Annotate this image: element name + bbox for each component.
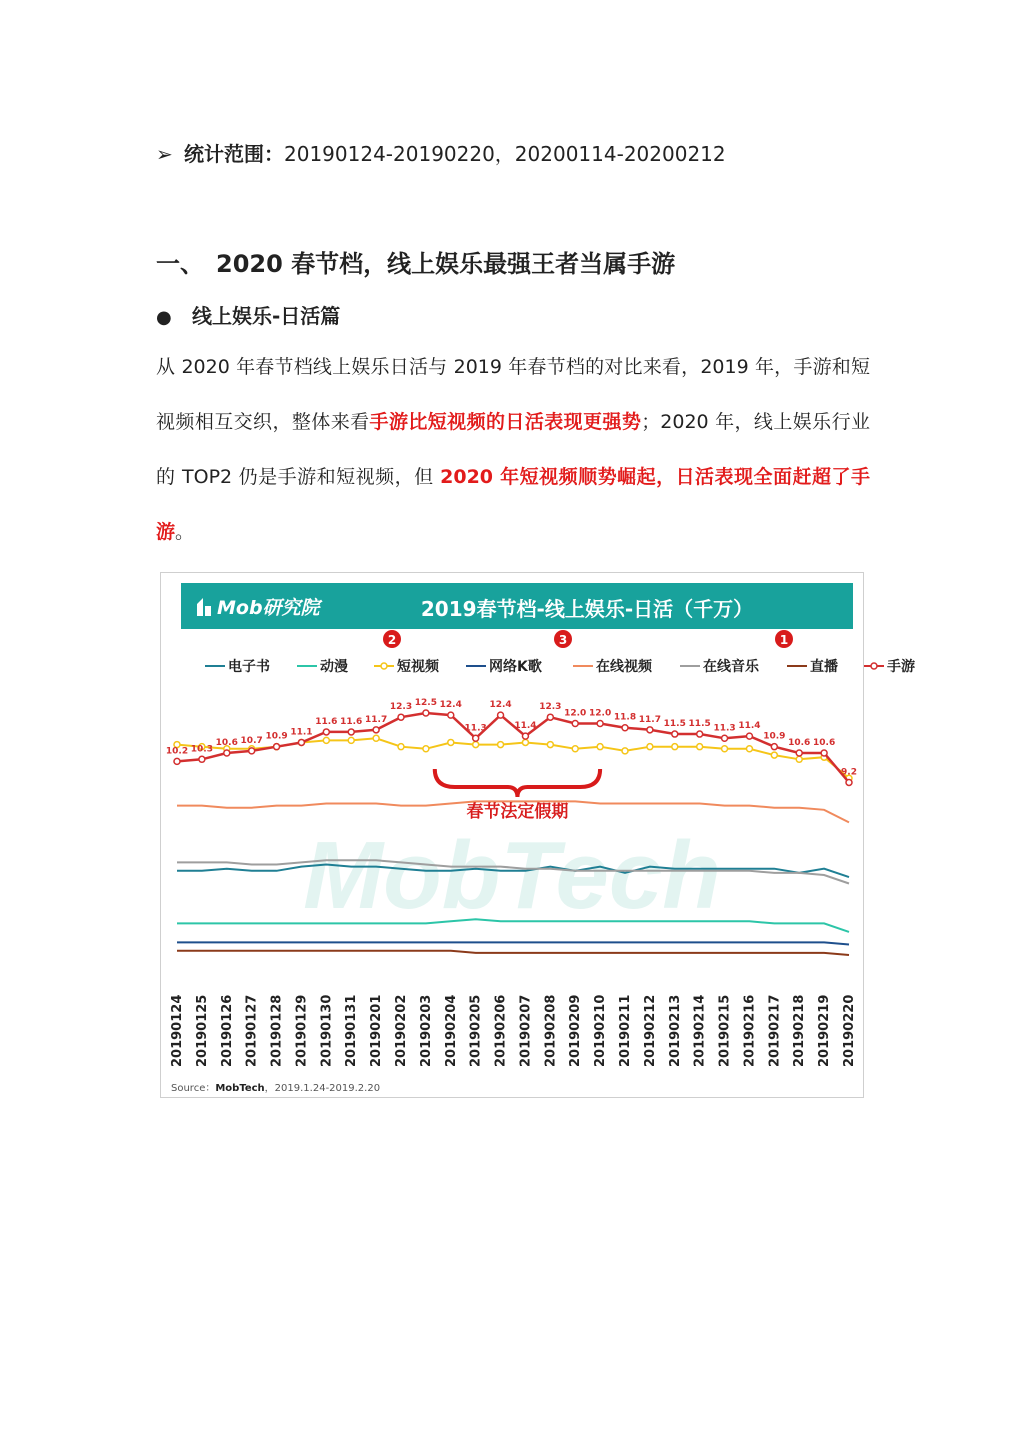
series-point bbox=[572, 721, 578, 727]
paragraph-highlight-1: 手游比短视频的日活表现更强势 bbox=[369, 411, 642, 433]
series-point bbox=[672, 744, 678, 750]
data-label: 11.7 bbox=[365, 714, 388, 725]
x-tick-label: 20190220 bbox=[842, 994, 857, 1067]
data-label: 11.1 bbox=[290, 727, 313, 738]
rank-marker-number: 2 bbox=[387, 633, 397, 647]
data-label: 10.6 bbox=[813, 737, 836, 748]
series-point bbox=[722, 746, 728, 752]
section-title: 2020 春节档，线上娱乐最强王者当属手游 bbox=[216, 250, 676, 278]
data-label: 11.4 bbox=[514, 721, 537, 732]
rank-marker-number: 3 bbox=[558, 633, 568, 647]
data-label: 11.5 bbox=[663, 719, 686, 730]
x-tick-label: 20190130 bbox=[319, 994, 335, 1067]
series-point bbox=[373, 727, 379, 733]
data-label: 10.6 bbox=[215, 737, 238, 748]
series-point bbox=[796, 756, 802, 762]
data-label: 10.7 bbox=[240, 735, 263, 746]
series-point bbox=[597, 721, 603, 727]
series-point bbox=[697, 744, 703, 750]
legend-label: 电子书 bbox=[228, 659, 270, 675]
data-label: 12.4 bbox=[439, 700, 462, 711]
legend-label: 网络K歌 bbox=[489, 659, 542, 675]
legend-marker bbox=[871, 663, 877, 669]
x-tick-label: 20190204 bbox=[443, 994, 459, 1067]
chart-canvas bbox=[161, 573, 915, 1097]
rank-marker-number: 1 bbox=[779, 633, 789, 647]
x-tick-label: 20190209 bbox=[568, 994, 584, 1067]
x-tick-label: 20190207 bbox=[518, 994, 534, 1067]
series-point bbox=[672, 731, 678, 737]
series-point bbox=[323, 737, 329, 743]
series-point bbox=[846, 779, 852, 785]
series-point bbox=[522, 739, 528, 745]
data-label: 12.0 bbox=[589, 708, 612, 719]
data-label: 10.2 bbox=[165, 746, 189, 757]
data-label: 10.9 bbox=[763, 731, 786, 742]
section-number: 一、 bbox=[156, 250, 204, 278]
x-tick-label: 20190211 bbox=[618, 994, 633, 1067]
series-point bbox=[547, 714, 553, 720]
series-point bbox=[746, 733, 752, 739]
series-point bbox=[249, 748, 255, 754]
x-tick-label: 20190124 bbox=[170, 994, 185, 1067]
x-tick-label: 20190210 bbox=[593, 994, 609, 1067]
series-point bbox=[274, 744, 280, 750]
data-label: 11.8 bbox=[613, 712, 637, 723]
data-label: 10.6 bbox=[788, 737, 811, 748]
legend-marker bbox=[381, 663, 387, 669]
paragraph-text-3: 。 bbox=[175, 521, 195, 543]
series-point bbox=[473, 735, 479, 741]
series-point bbox=[423, 710, 429, 716]
logo-text: Mob研究院 bbox=[217, 597, 320, 619]
series-point bbox=[522, 733, 528, 739]
x-tick-label: 20190126 bbox=[219, 994, 235, 1067]
series-line bbox=[177, 942, 849, 944]
series-point bbox=[647, 744, 653, 750]
data-label: 11.3 bbox=[464, 723, 487, 734]
x-tick-label: 20190216 bbox=[742, 994, 758, 1067]
legend-label: 在线音乐 bbox=[703, 659, 759, 675]
x-tick-label: 20190125 bbox=[194, 994, 210, 1067]
paragraph-text-2: ；2020 年，线上娱乐行业的 TOP2 仍是手游和短视频，但 bbox=[156, 411, 870, 488]
chart-figure bbox=[160, 572, 915, 1098]
series-point bbox=[722, 735, 728, 741]
holiday-label: 春节法定假期 bbox=[466, 802, 569, 822]
x-tick-label: 20190203 bbox=[418, 994, 434, 1067]
chart-source bbox=[171, 1079, 380, 1094]
data-label: 11.5 bbox=[688, 719, 711, 730]
legend-label: 短视频 bbox=[397, 659, 439, 675]
arrow-bullet-icon: ➢ bbox=[156, 142, 173, 166]
data-label: 10.9 bbox=[265, 731, 288, 742]
x-tick-label: 20190214 bbox=[692, 994, 708, 1067]
data-label: 11.6 bbox=[340, 716, 363, 727]
x-tick-label: 20190213 bbox=[667, 994, 683, 1067]
paragraph-text-1: 从 2020 年春节档线上娱乐日活与 2019 年春节档的对比来看，2019 年，手游和短视频相互交织，整体来看 bbox=[156, 356, 870, 433]
series-point bbox=[796, 750, 802, 756]
x-tick-label: 20190128 bbox=[269, 994, 285, 1067]
body-paragraph bbox=[156, 340, 870, 560]
x-tick-label: 20190217 bbox=[767, 994, 783, 1067]
data-label: 11.7 bbox=[638, 714, 661, 725]
series-point bbox=[547, 742, 553, 748]
series-point bbox=[348, 737, 354, 743]
x-tick-label: 20190127 bbox=[244, 994, 260, 1067]
series-point bbox=[348, 729, 354, 735]
x-tick-label: 20190206 bbox=[493, 994, 509, 1067]
series-point bbox=[647, 727, 653, 733]
series-point bbox=[224, 750, 230, 756]
series-point bbox=[199, 756, 205, 762]
series-point bbox=[498, 742, 504, 748]
x-tick-label: 20190215 bbox=[717, 994, 733, 1067]
bullet-icon: ● bbox=[156, 307, 172, 328]
data-label: 12.5 bbox=[414, 698, 437, 708]
data-label: 11.4 bbox=[738, 721, 761, 732]
series-point bbox=[298, 739, 304, 745]
series-point bbox=[423, 746, 429, 752]
series-point bbox=[448, 712, 454, 718]
holiday-brace bbox=[435, 769, 600, 797]
x-tick-label: 20190219 bbox=[817, 994, 833, 1067]
x-tick-label: 20190131 bbox=[344, 994, 360, 1067]
series-point bbox=[597, 744, 603, 750]
watermark-text: MobTech bbox=[303, 822, 721, 929]
data-label: 12.4 bbox=[489, 700, 512, 711]
data-label: 9.2 bbox=[841, 767, 857, 778]
series-point bbox=[398, 744, 404, 750]
series-point bbox=[771, 752, 777, 758]
legend-label: 直播 bbox=[810, 659, 838, 675]
data-label: 10.3 bbox=[190, 744, 213, 755]
series-point bbox=[572, 746, 578, 752]
series-point bbox=[498, 712, 504, 718]
data-label: 12.3 bbox=[539, 702, 562, 713]
series-point bbox=[622, 725, 628, 731]
x-tick-label: 20190202 bbox=[394, 994, 409, 1067]
source-label: Source： bbox=[171, 1083, 216, 1094]
series-point bbox=[323, 729, 329, 735]
series-line bbox=[177, 951, 849, 955]
series-point bbox=[398, 714, 404, 720]
series-point bbox=[821, 750, 827, 756]
subsection-title: 线上娱乐-日活篇 bbox=[192, 304, 341, 328]
series-point bbox=[697, 731, 703, 737]
data-label: 12.0 bbox=[564, 708, 587, 719]
series-point bbox=[746, 746, 752, 752]
x-tick-label: 20190212 bbox=[642, 994, 658, 1067]
legend-label: 在线视频 bbox=[596, 659, 652, 675]
x-tick-label: 20190208 bbox=[543, 994, 559, 1067]
x-tick-label: 20190218 bbox=[792, 994, 808, 1067]
scope-label: 统计范围： bbox=[184, 142, 284, 166]
paragraph-highlight-2: 2020 年短视频顺势崛起，日活表现全面赶超了手游 bbox=[156, 466, 871, 543]
chart-title: 2019春节档-线上娱乐-日活（千万） bbox=[420, 597, 754, 621]
legend-label: 手游 bbox=[887, 659, 915, 675]
data-label: 11.3 bbox=[713, 723, 736, 734]
x-tick-label: 20190201 bbox=[369, 994, 385, 1067]
source-range: ，2019.1.24-2019.2.20 bbox=[264, 1083, 381, 1094]
data-label: 11.6 bbox=[315, 716, 338, 727]
scope-line bbox=[156, 138, 726, 167]
x-tick-label: 20190129 bbox=[294, 994, 310, 1067]
series-point bbox=[448, 739, 454, 745]
scope-value: 20190124-20190220，20200114-20200212 bbox=[284, 142, 726, 166]
series-point bbox=[473, 742, 479, 748]
series-point bbox=[771, 744, 777, 750]
data-label: 12.3 bbox=[389, 702, 413, 713]
subsection-heading bbox=[156, 300, 340, 329]
series-point bbox=[622, 748, 628, 754]
series-point bbox=[373, 735, 379, 741]
series-point bbox=[174, 758, 180, 764]
section-heading bbox=[156, 244, 675, 279]
legend-label: 动漫 bbox=[320, 659, 348, 675]
x-tick-label: 20190205 bbox=[468, 994, 484, 1067]
source-name: MobTech bbox=[215, 1083, 265, 1094]
